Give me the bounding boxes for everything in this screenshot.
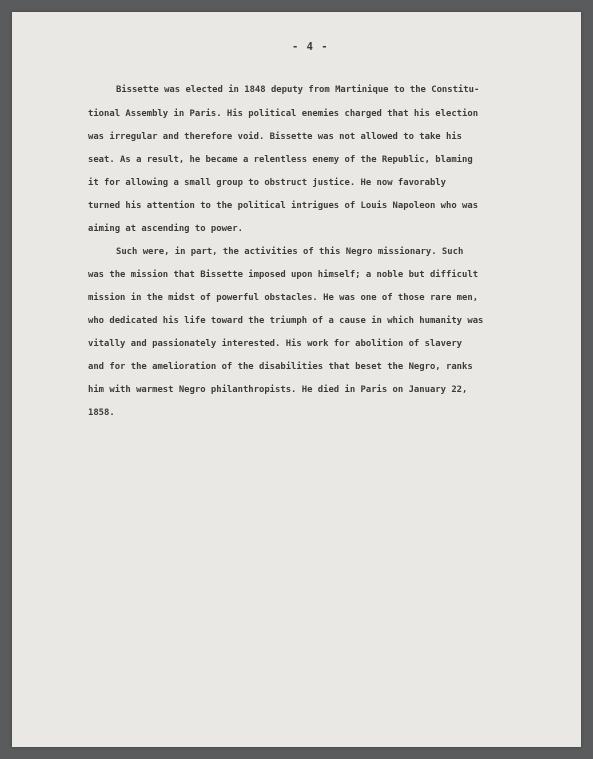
text-line: was the mission that Bissette imposed upon himself; a noble but difficult xyxy=(88,270,479,280)
typed-page xyxy=(12,12,581,747)
text-line: it for allowing a small group to obstruct justice. He now favorably xyxy=(88,178,446,188)
text-line: seat. As a result, he became a relentless enemy of the Republic, blaming xyxy=(88,155,473,165)
text-line: who dedicated his life toward the triumph of a cause in which humanity was xyxy=(88,316,484,326)
text-line: mission in the midst of powerful obstacles. He was one of those rare men, xyxy=(88,293,479,303)
text-line: and for the amelioration of the disabilities that beset the Negro, ranks xyxy=(88,362,473,372)
text-line: Bissette was elected in 1848 deputy from Martinique to the Constitu- xyxy=(116,85,480,95)
text-line: tional Assembly in Paris. His political enemies charged that his election xyxy=(88,109,479,119)
page-number: - 4 - xyxy=(292,41,329,53)
text-line: vitally and passionately interested. His work for abolition of slavery xyxy=(88,339,463,349)
text-line: aiming at ascending to power. xyxy=(88,224,243,234)
text-line: him with warmest Negro philanthropists. He died in Paris on January 22, xyxy=(88,385,468,395)
text-line: was irregular and therefore void. Bissette was not allowed to take his xyxy=(88,132,463,142)
text-line: turned his attention to the political intrigues of Louis Napoleon who was xyxy=(88,201,479,211)
text-line: Such were, in part, the activities of this Negro missionary. Such xyxy=(116,247,464,257)
text-line: 1858. xyxy=(88,408,115,418)
